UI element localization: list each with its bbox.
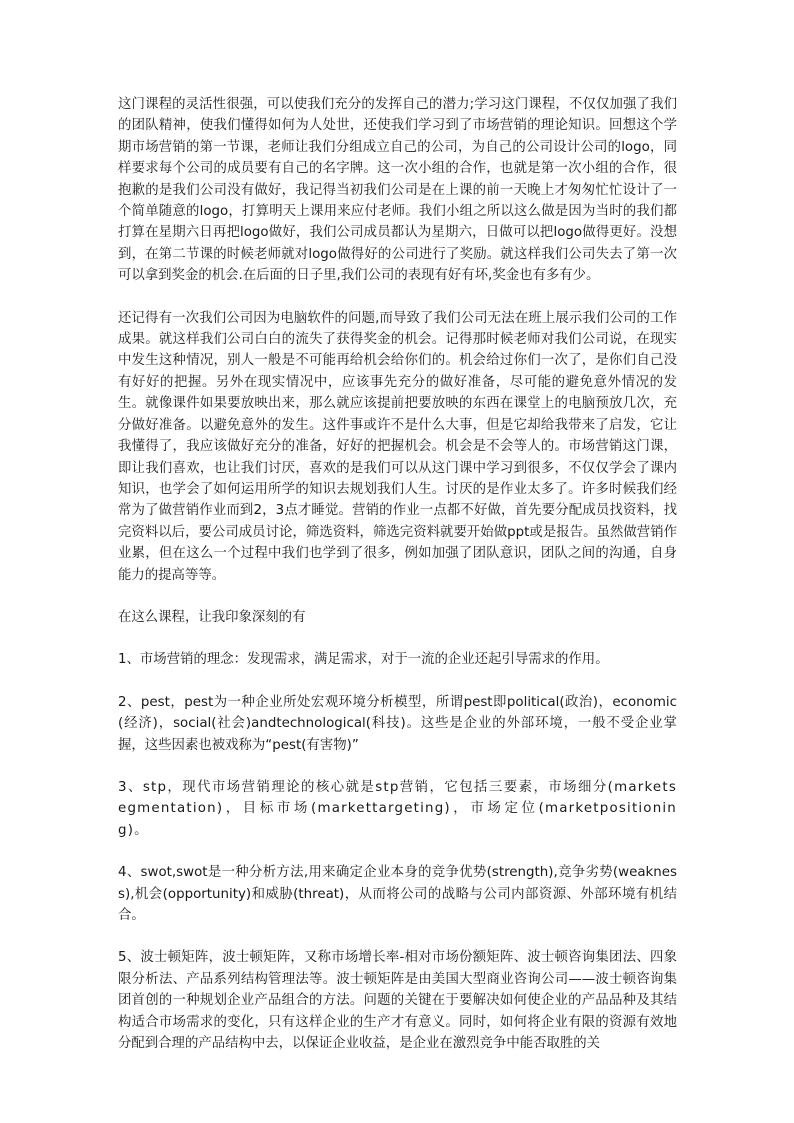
paragraph-impressions-intro: 在这么课程，让我印象深刻的有: [118, 609, 306, 625]
paragraph-course-reflection: 这门课程的灵活性很强，可以使我们充分的发挥自己的潜力;学习这门课程，不仅仅加强了我们的团队精神，使我们懂得如何为人处世，还使我们学习到了市场营销的理论知识。回想这个学期市场营销的第一节课，老师让我们分组成立自己的公司，为自己的公司设计公司的logo，同样要求每个公司的成员要有自己的名字牌。这一次小组的合作，也就是第一次小组的合作，很抱歉的是我们公司没有做好，我记得当初我们公司是在上课的前一天晚上才匆匆忙忙设计了一个简单随意的logo，打算明天上课用来应付老师。我们小组之所以这么做是因为当时的我们都打算在星期六日再把logo做好，我们公司成员都认为星期六，日做可以把logo做得更好。没想到，在第二节课的时候老师就对logo做得好的公司进行了奖励。就这样我们公司失去了第一次可以拿到奖金的机会.在后面的日子里,我们公司的表现有好有坏,奖金也有多有少。: [118, 97, 677, 284]
paragraph-software-incident: 还记得有一次我们公司因为电脑软件的问题,而导致了我们公司无法在班上展示我们公司的工作成果。就这样我们公司白白的流失了获得奖金的机会。记得那时候老师对我们公司说，在现实中发生这种情况，别人一般是不可能再给机会给你们的。机会给过你们一次了，是你们自己没有好好的把握。另外在现实情况中，应该事先充分的做好准备，尽可能的避免意外情况的发生。就像课件如果要放映出来，那么就应该提前把要放映的东西在课堂上的电脑预放几次，充分做好准备。以避免意外的发生。这件事或许不是什么大事，但是它却给我带来了启发，它让我懂得了，我应该做好充分的准备，好好的把握机会。机会是不会等人的。市场营销这门课，即让我们喜欢，也让我们讨厌，喜欢的是我们可以从这门课中学习到很多，不仅仅学会了课内知识，也学会了如何运用所学的知识去规划我们人生。讨厌的是作业太多了。许多时候我们经常为了做营销作业而到2，3点才睡觉。营销的作业一点都不好做，首先要分配成员找资料，找完资料以后，要公司成员讨论，筛选资料，筛选完资料就要开始做ppt或是报告。虽然做营销作业累，但在这么一个过程中我们也学到了很多，例如加强了团队意识，团队之间的沟通，自身能力的提高等等。: [118, 310, 677, 583]
document-body: [118, 94, 677, 1075]
list-item-swot: 4、swot,swot是一种分析方法,用来确定企业本身的竞争优势(strength),竞争劣势(weakness),机会(opportunity)和威胁(threat)，从而将公司的战略与公司内部资源、外部环境有机结合。: [118, 865, 677, 923]
list-item-marketing-concept: 1、市场营销的理念：发现需求，满足需求，对于一流的企业还起引导需求的作用。: [118, 652, 609, 668]
list-item-boston-matrix: 5、波士顿矩阵，波士顿矩阵，又称市场增长率-相对市场份额矩阵、波士顿咨询集团法、四象限分析法、产品系列结构管理法等。波士顿矩阵是由美国大型商业咨询公司——波士顿咨询集团首创的一种规划企业产品组合的方法。问题的关键在于要解决如何使企业的产品品种及其结构适合市场需求的变化，只有这样企业的生产才有意义。同时，如何将企业有限的资源有效地分配到合理的产品结构中去，以保证企业收益，是企业在激烈竞争中能否取胜的关: [118, 950, 677, 1052]
list-item-pest: 2、pest，pest为一种企业所处宏观环境分析模型，所谓pest即political(政治)，economic(经济)，social(社会)andtechnological(科技)。这些是企业的外部环境，一般不受企业掌握，这些因素也被戏称为“pest(有害物)”: [118, 694, 677, 753]
list-item-stp: 3、stp，现代市场营销理论的核心就是stp营销，它包括三要素，市场细分(marketsegmentation)，目标市场(markettargeting)，市场定位(marketpositioning)。: [118, 779, 677, 838]
